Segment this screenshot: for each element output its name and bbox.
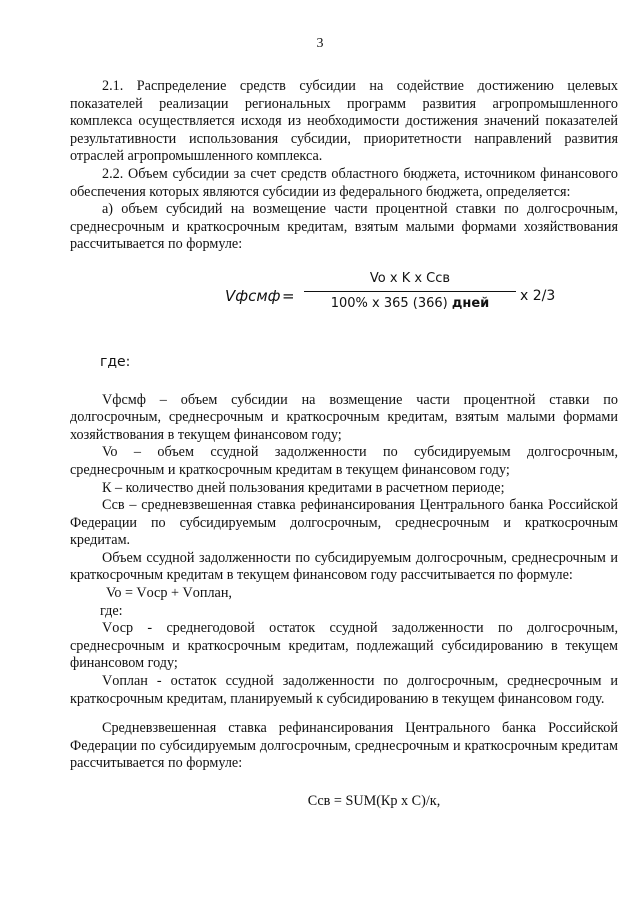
definition-vo: Vo – объем ссудной задолженности по субсидируемым долгосрочным, среднесрочным и краткосрочным кредитам в текущем финансовом году;: [70, 444, 618, 478]
denominator-days: дней: [451, 295, 490, 311]
formula-numerator: Vo x K x Ccв: [369, 270, 451, 286]
definition-avg-rate: Средневзвешенная ставка рефинансирования Центрального банка Российской Федерации по субсидируемым долгосрочным, среднесрочным и краткосрочным кредитам рассчитывается по формуле:: [70, 720, 618, 772]
paragraph-2-1: 2.1. Распределение средств субсидии на содействие достижению целевых показателей реализации региональных программ развития агропромышленного комплекса осуществляется исходя из необходимости достижения значений показателей результативности использования субсидии, приоритетности направлений развития отраслей агропромышленного комплекса.: [70, 78, 618, 165]
definition-k: К – количество дней пользования кредитами в расчетном периоде;: [102, 479, 505, 496]
page-number: 3: [316, 36, 324, 51]
definition-vosr: Vоср - среднегодовой остаток ссудной задолженности по долгосрочным, среднесрочным и краткосрочным кредитам, подлежащий субсидированию в текущем финансовом году;: [70, 620, 618, 672]
paragraph-a: а) объем субсидий на возмещение части процентной ставки по долгосрочным, среднесрочным и краткосрочным кредитам, взятым малыми формами хозяйствования рассчитывается по формуле:: [70, 201, 618, 253]
where-label-2: где:: [100, 602, 123, 619]
formula-ccb: Ссв = SUM(Кр х С)/к,: [307, 793, 441, 809]
formula-multiplier: x 2/3: [520, 287, 556, 304]
paragraph-2-2: 2.2. Объем субсидии за счет средств областного бюджета, источником финансового обеспечения которых являются субсидии из федерального бюджета, определяется:: [70, 165, 618, 200]
definition-voplan: Vоплан - остаток ссудной задолженности по долгосрочным, среднесрочным и краткосрочным кредитам, планируемый к субсидированию в текущем финансовом году.: [70, 673, 618, 707]
definition-volume: Объем ссудной задолженности по субсидируемым долгосрочным, среднесрочным и краткосрочным кредитам в текущем финансовом году рассчитывается по формуле:: [70, 549, 618, 584]
where-label: где:: [100, 353, 131, 370]
document-body: [70, 78, 618, 811]
formula-lhs: Vфсмф: [225, 286, 281, 305]
formula-denominator: [300, 292, 520, 313]
subsidy-formula: [70, 270, 618, 332]
formula-equals: =: [282, 286, 295, 305]
definition-ccb: Ссв – средневзвешенная ставка рефинансирования Центрального банка Российской Федерации по субсидируемым долгосрочным, среднесрочным и краткосрочным кредитам.: [70, 497, 618, 549]
denominator-prefix: 100% x 365 (366): [330, 295, 448, 311]
formula-fraction: [300, 270, 520, 312]
formula-vo: Vo = Vоср + Vоплан,: [106, 585, 232, 602]
definition-vfsmf: Vфсмф – объем субсидии на возмещение части процентной ставки по долгосрочным, среднесрочным и краткосрочным кредитам, взятым малыми формами хозяйствования в текущем финансовом году;: [70, 391, 618, 443]
